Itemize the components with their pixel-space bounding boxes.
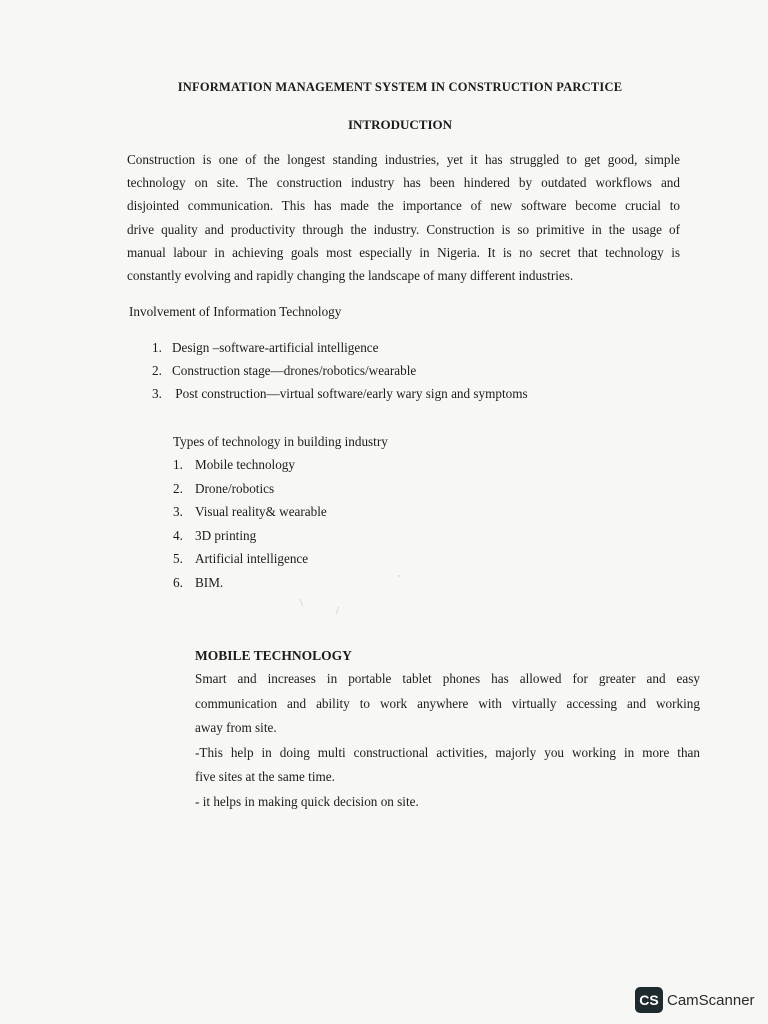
types-heading: Types of technology in building industry <box>173 434 388 449</box>
scan-speck: \ <box>300 598 303 609</box>
paragraph-line: away from site. <box>195 720 277 736</box>
mobile-technology-heading: MOBILE TECHNOLOGY <box>195 648 352 663</box>
list-number: 4. <box>173 527 183 543</box>
list-number: 3. <box>152 386 162 401</box>
list-number: 5. <box>173 551 183 567</box>
list-text: Construction stage—drones/robotics/wearable <box>172 363 417 378</box>
list-number: 2. <box>173 480 183 496</box>
paragraph-line: communication and ability to work anywhere with virtually accessing and working <box>195 695 700 711</box>
list-item <box>152 386 528 409</box>
list-item <box>173 551 327 575</box>
list-text: Design –software-artificial intelligence <box>172 340 379 355</box>
list-text: Drone/robotics <box>195 480 275 496</box>
introduction-paragraph <box>127 148 680 287</box>
list-item <box>173 528 327 552</box>
intro-line: constantly evolving and rapidly changing the landscape of many different industries. <box>127 268 574 284</box>
document-title: INFORMATION MANAGEMENT SYSTEM IN CONSTRUCTION PARCTICE <box>177 80 623 94</box>
list-item <box>152 340 528 363</box>
paragraph-line: -This help in doing multi constructional activities, majorly you working in more than <box>195 744 700 760</box>
intro-line: Construction is one of the longest standing industries, yet it has struggled to get good, simple <box>127 152 680 167</box>
list-number: 2. <box>152 363 162 378</box>
scan-speck: ' <box>398 574 400 585</box>
list-number: 6. <box>173 574 183 590</box>
involvement-list <box>152 340 528 409</box>
list-number: 3. <box>173 504 183 520</box>
list-text: Mobile technology <box>195 457 295 472</box>
section-heading-introduction: INTRODUCTION <box>347 117 452 132</box>
camscanner-label: CamScanner <box>667 991 755 1009</box>
scan-speck: / <box>336 606 339 617</box>
intro-line: disjointed communication. This has made the importance of new software become crucial to <box>127 198 680 214</box>
paragraph-line: Smart and increases in portable tablet phones has allowed for greater and easy <box>195 671 700 686</box>
camscanner-watermark <box>635 986 755 1014</box>
intro-line: drive quality and productivity through the industry. Construction is so primitive in the usage of <box>127 221 680 237</box>
list-number: 1. <box>152 340 162 355</box>
paragraph-line: - it helps in making quick decision on site. <box>195 793 419 809</box>
list-item <box>173 481 327 505</box>
intro-line: technology on site. The construction industry has been hindered by outdated workflows and <box>127 175 680 191</box>
list-item <box>173 575 327 599</box>
list-item <box>152 363 528 386</box>
intro-line: manual labour in achieving goals most especially in Nigeria. It is no secret that technology is <box>127 244 680 260</box>
list-item <box>173 504 327 528</box>
camscanner-logo-icon: CS <box>635 987 663 1013</box>
types-list <box>173 457 327 599</box>
list-number: 1. <box>173 457 183 472</box>
list-text: Visual reality& wearable <box>195 504 327 520</box>
list-item <box>173 457 327 481</box>
list-text: BIM. <box>195 574 224 590</box>
list-text: Artificial intelligence <box>195 551 309 567</box>
paragraph-line: five sites at the same time. <box>195 769 335 785</box>
list-text: Post construction—virtual software/early wary sign and symptoms <box>172 386 528 401</box>
mobile-technology-paragraph <box>195 667 700 815</box>
involvement-heading: Involvement of Information Technology <box>129 304 342 319</box>
list-text: 3D printing <box>195 527 257 543</box>
